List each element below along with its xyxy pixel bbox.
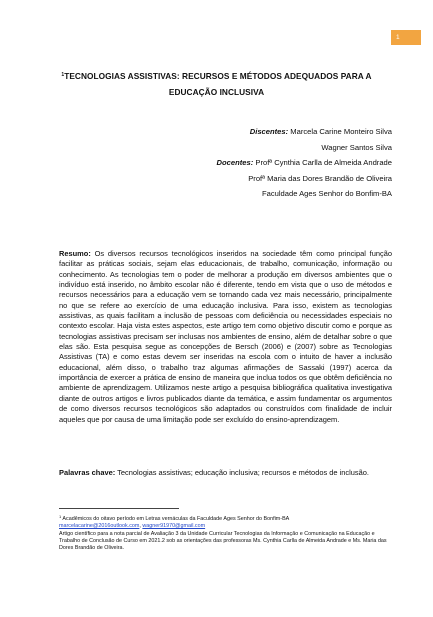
footnote-marker: 1 <box>59 514 62 519</box>
footnote-note: Artigo científico para a nota parcial de Avaliação 3 da Unidade Curricular Tecnologias da Informação e Comunicação na Educação e Trabalho de Conclusão de Curso em 2021.2 sob as orientações das professoras Ms. Cynthia Carlla de Almeida Andrade e Ms. Maria das Dores Brandão de Oliveira. <box>59 530 387 552</box>
email-link-2[interactable]: wagner91970@gmail.com <box>142 523 206 530</box>
keywords-label: Palavras chave: <box>59 468 116 477</box>
abstract-label: Resumo: <box>59 249 91 258</box>
discentes-label: Discentes: <box>249 127 289 136</box>
title-footnote-marker: 1 <box>61 72 65 78</box>
keywords-paragraph <box>59 468 392 478</box>
abstract-paragraph <box>59 249 392 425</box>
student-name-2: Wagner Santos Silva <box>321 142 392 152</box>
title-line-2: EDUCAÇÃO INCLUSIVA <box>168 87 265 97</box>
authors-block <box>72 124 392 202</box>
article-title <box>40 67 393 100</box>
student-line-1 <box>72 124 392 140</box>
student-name-1: Marcela Carine Monteiro Silva <box>290 127 392 136</box>
teacher-name-1: Profª Cynthia Carlla de Almeida Andrade <box>255 158 392 168</box>
docentes-label: Docentes: <box>216 158 254 168</box>
email-separator: , <box>139 523 143 530</box>
page-number-badge <box>391 30 421 45</box>
abstract-text: Os diversos recursos tecnológicos inseridos na sociedade têm como principal função facilitar as práticas sociais, sejam elas educacionais, de trabalho, comunicação, informação ou conhecimento. As tecnologias tem o poder de melhorar a produção em diversos ambientes que o indivíduo está inserido, no âmbito escolar não é diferente, tendo em vista que o uso de métodos e recursos necessários para a educação vem se tornando cada vez mais necessário, principalmente no que se refere ao exercício de uma educação inclusiva. Para isso, existem as tecnologias assistivas, as quais facilitam a inclusão de pessoas com deficiência ou necessidades especiais no contexto escolar. Haja vista estes aspectos, este artigo tem como objetivo discutir como e porque as tecnologias assistivas precisam ser inclusas nos ambientes de ensino, além de detalhar sobre o que elas são. Esta pesquisa segue as concepções de Bersch (2006) e (2007) sobre as Tecnologias Assistivas (TA) e como estas devem ser inseridas na escola com o intuito de haver a inclusão educacional, além disso, o trabalho traz algumas afirmações de Sassaki (1997) acerca da importância de exercer a prática de ensino de maneira que inclua todos os que obtêm deficiência no ambiente de aprendizagem. Utilizamos neste artigo a pesquisa bibliográfica qualitativa investigativa diante de outros artigos e livros publicados diante da temática, e assim fundamentar os argumentos de como diversos recursos tecnológicos são adaptados ou construídos com finalidade de incluir aqueles que por causa de uma limitação pode ser excluído do ensino-aprendizagem. <box>59 249 392 424</box>
page-number: 1 <box>396 34 400 41</box>
footnote-1-text: Acadêmicos do oitavo período em Letras vernáculas da Faculdade Ages Senhor do Bonfim-BA <box>61 516 290 522</box>
footnote-divider <box>59 508 179 509</box>
footnote-1 <box>59 513 394 523</box>
title-line-1 <box>40 67 393 84</box>
institution-name: Faculdade Ages Senhor do Bonfim-BA <box>261 189 392 199</box>
footnotes-block <box>59 513 394 552</box>
teacher-line-1 <box>72 155 392 171</box>
teacher-name-2: Profª Maria das Dores Brandão de Oliveira <box>248 173 392 183</box>
keywords-text: Tecnologias assistivas; educação inclusiva; recursos e métodos de inclusão. <box>115 468 369 477</box>
footnote-emails <box>59 523 394 530</box>
email-link-1[interactable]: marcelacarine@2016outlook.com <box>59 523 140 530</box>
title-line-1-text: TECNOLOGIAS ASSISTIVAS: RECURSOS E MÉTODOS ADEQUADOS PARA A <box>64 71 372 81</box>
